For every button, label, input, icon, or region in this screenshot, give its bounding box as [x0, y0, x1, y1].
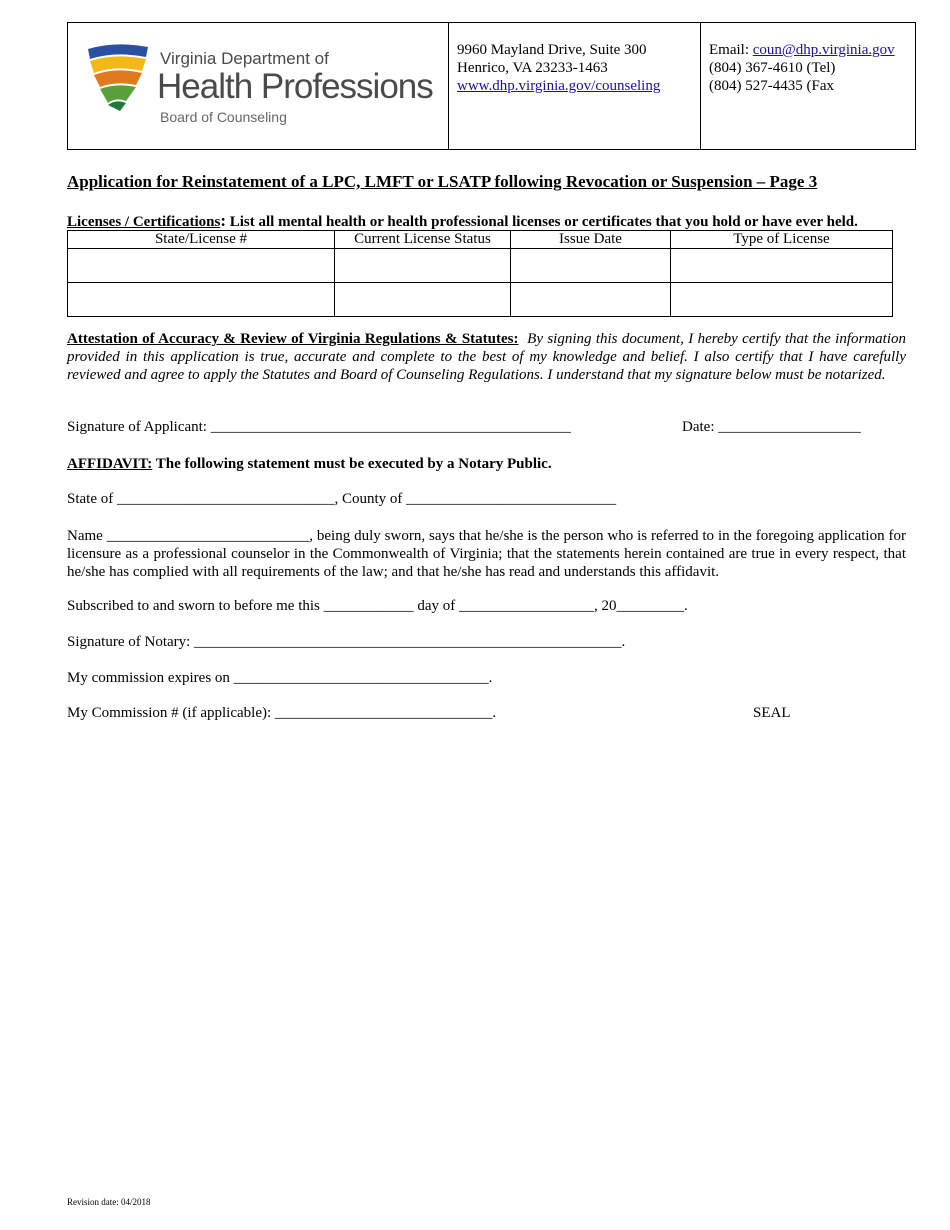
- contact-cell: [701, 23, 915, 149]
- name-paragraph: Name ___________________________, being duly sworn, says that he/she is the person who is referred to in the foregoing application for licensure as a professional counselor in the Commonwealth of Virginia; that the statements herein contained are true in every respect, that he/she has complied with all requirements of the law; and that he/she has read and understands this affidavit.: [67, 528, 906, 580]
- col-issue-date: Issue Date: [511, 231, 671, 249]
- attestation-paragraph: [67, 330, 906, 384]
- licenses-table: [67, 230, 893, 317]
- subscribed-line[interactable]: Subscribed to and sworn to before me this ____________ day of __________________, 20_________.: [67, 598, 688, 614]
- revision-date: Revision date: 04/2018: [67, 1197, 151, 1207]
- table-row: [68, 283, 893, 317]
- website-link[interactable]: www.dhp.virginia.gov/counseling: [457, 78, 661, 94]
- dhp-logo-icon: [86, 43, 152, 113]
- cell-type-of-license[interactable]: [671, 283, 893, 317]
- logo-main-text: Health Professions: [157, 67, 433, 106]
- table-row: [68, 249, 893, 283]
- affidavit-heading: [67, 456, 552, 473]
- logo-dept-text: Virginia Department of: [160, 49, 329, 68]
- col-state-license: State/License #: [68, 231, 335, 249]
- email-link[interactable]: coun@dhp.virginia.gov: [752, 42, 895, 58]
- cell-type-of-license[interactable]: [671, 249, 893, 283]
- affidavit-label: AFFIDAVIT:: [67, 456, 153, 472]
- logo-cell: [68, 23, 449, 149]
- address-line2: Henrico, VA 23233-1463: [457, 60, 608, 76]
- date-line[interactable]: Date: ___________________: [682, 419, 861, 435]
- applicant-signature-line[interactable]: Signature of Applicant: ________________________________________________: [67, 419, 571, 435]
- col-current-status: Current License Status: [335, 231, 511, 249]
- cell-issue-date[interactable]: [511, 283, 671, 317]
- licenses-label: Licenses / Certifications: [67, 214, 221, 230]
- address-line1: 9960 Mayland Drive, Suite 300: [457, 42, 647, 58]
- commission-number-line[interactable]: My Commission # (if applicable): _____________________________.: [67, 705, 497, 721]
- seal-label: SEAL: [753, 705, 791, 721]
- notary-signature-line[interactable]: Signature of Notary: _________________________________________________________.: [67, 634, 626, 650]
- tel-number: (804) 367-4610 (Tel): [709, 60, 836, 76]
- col-type-of-license: Type of License: [671, 231, 893, 249]
- licenses-instruction: List all mental health or health professional licenses or certificates that you hold or have ever held.: [225, 214, 858, 230]
- affidavit-text: The following statement must be executed by a Notary Public.: [152, 456, 552, 472]
- fax-number: (804) 527-4435 (Fax: [709, 78, 834, 94]
- state-county-line[interactable]: State of _____________________________, County of ____________________________: [67, 491, 617, 507]
- letterhead: [67, 22, 916, 150]
- licenses-heading: [67, 211, 858, 231]
- cell-current-status[interactable]: [335, 283, 511, 317]
- licenses-colon: :: [220, 211, 226, 230]
- page-title: Application for Reinstatement of a LPC, LMFT or LSATP following Revocation or Suspension – Page 3: [67, 172, 818, 191]
- commission-expires-line[interactable]: My commission expires on __________________________________.: [67, 670, 493, 686]
- attestation-label: Attestation of Accuracy & Review of Virginia Regulations & Statutes:: [67, 331, 519, 347]
- cell-state-license[interactable]: [68, 249, 335, 283]
- cell-current-status[interactable]: [335, 249, 511, 283]
- cell-issue-date[interactable]: [511, 249, 671, 283]
- logo-board-text: Board of Counseling: [160, 109, 287, 125]
- email-label: Email:: [709, 42, 753, 58]
- address-cell: [449, 23, 701, 149]
- cell-state-license[interactable]: [68, 283, 335, 317]
- attestation-text: By signing this document, I hereby certify that the information provided in this application is true, accurate and complete to the best of my knowledge and belief. I also certify that I have carefully reviewed and agree to apply the Statutes and Board of Counseling Regulations. I understand that my signature below must be notarized.: [67, 331, 907, 383]
